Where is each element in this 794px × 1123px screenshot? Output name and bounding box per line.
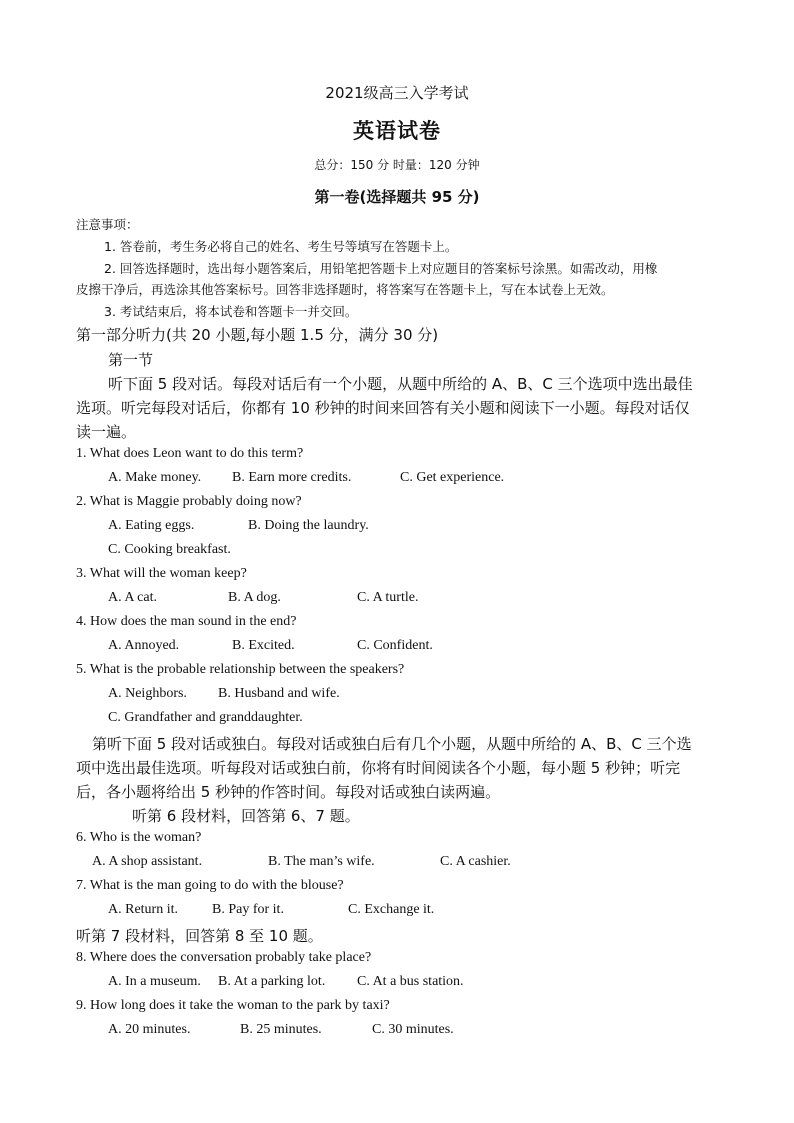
question-2-option-a: A. Eating eggs. — [108, 518, 195, 533]
exam-title: 2021级高三入学考试 — [325, 84, 469, 102]
question-8-stem: 8. Where does the conversation probably take place? — [76, 950, 372, 965]
question-2-stem: 2. What is Maggie probably doing now? — [76, 494, 302, 509]
question-6-option-c: C. A cashier. — [440, 854, 511, 869]
material-6-instruction: 听第 6 段材料，回答第 6、7 题。 — [132, 807, 360, 825]
question-3-stem: 3. What will the woman keep? — [76, 566, 247, 581]
intro-1-line-3: 读一遍。 — [76, 423, 137, 441]
question-4-stem: 4. How does the man sound in the end? — [76, 614, 297, 629]
question-1-option-c: C. Get experience. — [400, 470, 505, 485]
question-8-option-c: C. At a bus station. — [357, 974, 464, 989]
subject-title: 英语试卷 — [353, 119, 441, 143]
question-9-option-a: A. 20 minutes. — [108, 1022, 191, 1037]
question-4-option-c: C. Confident. — [357, 638, 433, 653]
question-6-stem: 6. Who is the woman? — [76, 830, 202, 845]
question-1-stem: 1. What does Leon want to do this term? — [76, 446, 304, 461]
question-5-stem: 5. What is the probable relationship between the speakers? — [76, 662, 405, 677]
question-4-option-a: A. Annoyed. — [108, 638, 180, 653]
question-8-option-b: B. At a parking lot. — [218, 974, 326, 989]
question-2-option-b: B. Doing the laundry. — [248, 518, 369, 533]
question-6-option-b: B. The man’s wife. — [268, 854, 375, 869]
intro-1-line-2: 选项。听完每段对话后，你都有 10 秒钟的时间来回答有关小题和阅读下一小题。每段对话仅 — [76, 399, 690, 417]
listening-section-1: 第一节 — [108, 351, 154, 369]
question-7-option-c: C. Exchange it. — [348, 902, 435, 917]
material-7-instruction: 听第 7 段材料，回答第 8 至 10 题。 — [76, 927, 323, 945]
question-3-option-c: C. A turtle. — [357, 590, 419, 605]
question-3-option-b: B. A dog. — [228, 590, 281, 605]
question-2-option-c: C. Cooking breakfast. — [108, 542, 231, 557]
notice-item-2-line-1: 2. 回答选择题时，选出每小题答案后，用铅笔把答题卡上对应题目的答案标号涂黑。如需改动，用橡 — [104, 261, 658, 276]
question-4-option-b: B. Excited. — [232, 638, 295, 653]
question-5-option-c: C. Grandfather and granddaughter. — [108, 710, 303, 725]
question-9-option-b: B. 25 minutes. — [240, 1022, 322, 1037]
listening-title: 第一部分听力(共 20 小题,每小题 1.5 分，满分 30 分) — [76, 326, 439, 344]
intro-2-line-3: 后，各小题将给出 5 秒钟的作答时间。每段对话或独白读两遍。 — [76, 783, 501, 801]
question-8-option-a: A. In a museum. — [108, 974, 201, 989]
question-7-option-a: A. Return it. — [108, 902, 178, 917]
question-5-option-b: B. Husband and wife. — [218, 686, 340, 701]
intro-1-line-1: 听下面 5 段对话。每段对话后有一个小题，从题中所给的 A、B、C 三个选项中选出最佳 — [108, 375, 693, 393]
question-9-stem: 9. How long does it take the woman to the park by taxi? — [76, 998, 390, 1013]
notice-heading: 注意事项： — [76, 217, 139, 232]
question-9-option-c: C. 30 minutes. — [372, 1022, 454, 1037]
intro-2-line-1: 第听下面 5 段对话或独白。每段对话或独白后有几个小题，从题中所给的 A、B、C 三个选 — [92, 735, 692, 753]
notice-item-3: 3. 考试结束后，将本试卷和答题卡一并交回。 — [104, 304, 358, 319]
intro-2-line-2: 项中选出最佳选项。听每段对话或独白前，你将有时间阅读各个小题，每小题 5 秒钟；听完 — [76, 759, 681, 777]
question-1-option-b: B. Earn more credits. — [232, 470, 352, 485]
question-7-option-b: B. Pay for it. — [212, 902, 284, 917]
question-3-option-a: A. A cat. — [108, 590, 157, 605]
question-1-option-a: A. Make money. — [108, 470, 202, 485]
question-7-stem: 7. What is the man going to do with the blouse? — [76, 878, 344, 893]
notice-item-2-line-2: 皮擦干净后，再选涂其他答案标号。回答非选择题时，将答案写在答题卡上，写在本试卷上无效。 — [76, 282, 614, 297]
question-5-option-a: A. Neighbors. — [108, 686, 187, 701]
question-6-option-a: A. A shop assistant. — [92, 854, 203, 869]
exam-meta: 总分：150 分 时量：120 分钟 — [314, 158, 480, 172]
notice-item-1: 1. 答卷前，考生务必将自己的姓名、考生号等填写在答题卡上。 — [104, 239, 458, 254]
part-one-title: 第一卷(选择题共 95 分) — [314, 188, 480, 206]
